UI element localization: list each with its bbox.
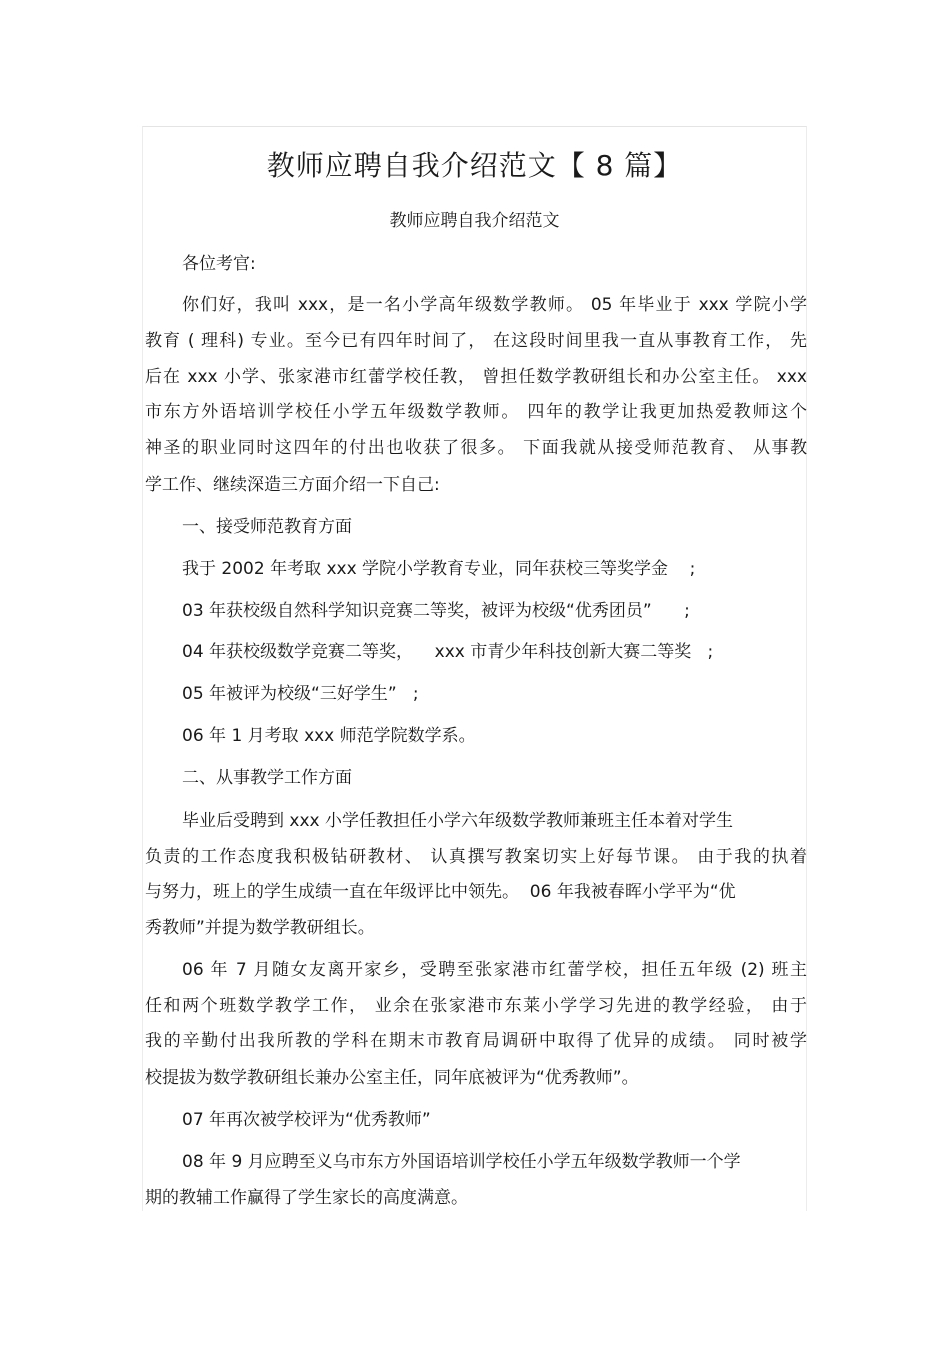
list-item: 05 年被评为校级“三好学生” ; [182,684,419,704]
paragraph-line: 我的辛勤付出我所教的学科在期末市教育局调研中取得了优异的成绩。 同时被学 [145,1031,807,1051]
list-item: 06 年 1 月考取 xxx 师范学院数学系。 [182,726,476,746]
paragraph-line: 毕业后受聘到 xxx 小学任教担任小学六年级数学教师兼班主任本着对学生 [182,811,733,831]
section-heading: 一、接受师范教育方面 [182,517,352,537]
document-subtitle: 教师应聘自我介绍范文 [389,211,560,231]
greeting: 各位考官: [182,254,256,274]
paragraph-line: 市东方外语培训学校任小学五年级数学教师。 四年的教学让我更加热爱教师这个 [145,402,807,422]
paragraph-line: 期的教辅工作赢得了学生家长的高度满意。 [145,1188,468,1208]
paragraph-line: 07 年再次被学校评为“优秀教师” [182,1110,431,1130]
list-item: 04 年获校级数学竞赛二等奖， xxx 市青少年科技创新大赛二等奖 ; [182,642,714,662]
paragraph-line: 校提拔为数学教研组长兼办公室主任，同年底被评为“优秀教师”。 [145,1068,639,1088]
paragraph-line: 08 年 9 月应聘至义乌市东方外国语培训学校任小学五年级数学教师一个学 [182,1152,741,1172]
paragraph-line: 学工作、继续深造三方面介绍一下自己: [145,475,440,495]
paragraph-line: 任和两个班数学教学工作， 业余在张家港市东莱小学学习先进的教学经验， 由于 [145,996,807,1016]
section-heading: 二、从事教学工作方面 [182,768,352,788]
paragraph-line: 你们好，我叫 xxx，是一名小学高年级数学教师。 05 年毕业于 xxx 学院小学 [182,295,807,315]
paragraph-line: 秀教师”并提为数学教研组长。 [145,918,375,938]
paragraph-line: 与努力，班上的学生成绩一直在年级评比中领先。 06 年我被春晖小学平为“优 [145,882,736,902]
document-title: 教师应聘自我介绍范文【 8 篇】 [266,149,683,182]
paragraph-line: 教育 ( 理科) 专业。至今已有四年时间了， 在这段时间里我一直从事教育工作， 先 [145,331,807,351]
list-item: 03 年获校级自然科学知识竞赛二等奖，被评为校级“优秀团员” ; [182,601,690,621]
paragraph-line: 06 年 7 月随女友离开家乡，受聘至张家港市红蕾学校，担任五年级 (2) 班主 [182,960,807,980]
paragraph-line: 神圣的职业同时这四年的付出也收获了很多。 下面我就从接受师范教育、 从事教 [145,438,807,458]
paragraph-line: 负责的工作态度我积极钻研教材、 认真撰写教案切实上好每节课。 由于我的执着 [145,847,807,867]
paragraph-line: 后在 xxx 小学、张家港市红蕾学校任教， 曾担任数学教研组长和办公室主任。 xxx [145,367,807,387]
list-item: 我于 2002 年考取 xxx 学院小学教育专业，同年获校三等奖学金 ; [182,559,696,579]
